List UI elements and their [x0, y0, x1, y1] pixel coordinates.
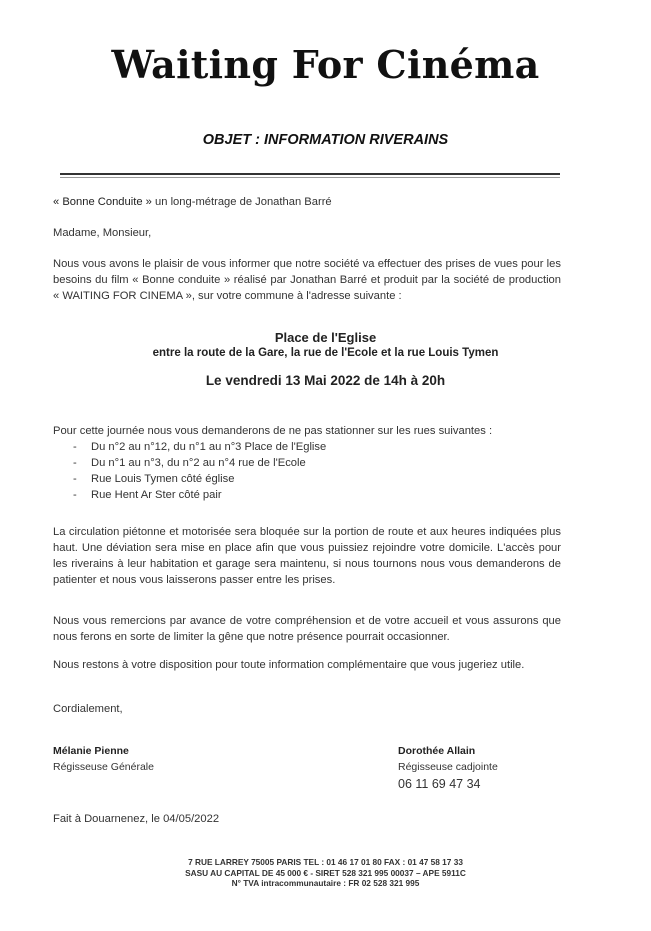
signatory-role: Régisseuse cadjointe [398, 761, 498, 773]
company-title: Waiting For Cinéma [111, 42, 540, 87]
film-reference [53, 194, 332, 210]
location-detail: entre la route de la Gare, la rue de l'Ecole et la rue Louis Tymen [152, 347, 499, 359]
location-name: Place de l'Eglise [274, 330, 377, 345]
list-item: - Rue Hent Ar Ster côté pair [53, 487, 573, 503]
signatory-role: Régisseuse Générale [53, 761, 154, 773]
list-item: - Du n°1 au n°3, du n°2 au n°4 rue de l'Ecole [53, 455, 573, 471]
footer-address: 7 RUE LARREY 75005 PARIS TEL : 01 46 17 01 80 FAX : 01 47 58 17 33 [188, 857, 463, 867]
footer-vat: N° TVA intracommunautaire : FR 02 528 321 995 [231, 878, 420, 888]
signatory-name: Mélanie Pienne [53, 745, 129, 757]
signature-right [398, 743, 498, 792]
subject-line: OBJET : INFORMATION RIVERAINS [202, 132, 449, 148]
traffic-paragraph: La circulation piétonne et motorisée sera bloquée sur la portion de route et aux heures indiquées plus haut. Une déviation sera mise en place afin que vous puissiez rejoindre votre domicile. L'accès pour les riverains à leur habitation et garage sera maintenu, si nous tournons nous vous demanderons de patienter et nous vous laisserons passer entre les prises. [53, 526, 561, 586]
shoot-date: Le vendredi 13 Mai 2022 de 14h à 20h [205, 373, 446, 388]
street-list [53, 439, 573, 503]
header-divider-thin [60, 177, 560, 178]
availability-paragraph: Nous restons à votre disposition pour toute information complémentaire que vous jugeriez utile. [53, 659, 525, 671]
list-item: - Du n°2 au n°12, du n°1 au n°3 Place de l'Eglise [53, 439, 573, 455]
company-footer [0, 857, 651, 889]
place-date: Fait à Douarnenez, le 04/05/2022 [53, 813, 220, 825]
signature-left [53, 743, 154, 775]
salutation: Madame, Monsieur, [53, 227, 152, 239]
footer-registration: SASU AU CAPITAL DE 45 000 € - SIRET 528 321 995 00037 – APE 5911C [185, 867, 466, 878]
thanks-paragraph: Nous vous remercions par avance de votre compréhension et de votre accueil et vous assurons que nous ferons en sorte de limiter la gêne que notre présence pourrait occasionner. [53, 615, 561, 643]
film-description: un long-métrage de Jonathan Barré [151, 196, 332, 208]
signatory-name: Dorothée Allain [398, 745, 476, 757]
film-title: « Bonne Conduite » [53, 196, 152, 208]
parking-intro: Pour cette journée nous vous demanderons de ne pas stationner sur les rues suivantes : [53, 425, 493, 437]
intro-paragraph: Nous vous avons le plaisir de vous informer que notre société va effectuer des prises de vues pour les besoins du film « Bonne conduite » réalisé par Jonathan Barré et produit par la société de production « WAITING FOR CINEMA », sur votre commune à l'adresse suivante : [53, 258, 561, 302]
list-item: - Rue Louis Tymen côté église [53, 471, 573, 487]
closing: Cordialement, [53, 703, 123, 715]
header-divider [60, 173, 560, 175]
signatory-phone: 06 11 69 47 34 [398, 777, 481, 791]
